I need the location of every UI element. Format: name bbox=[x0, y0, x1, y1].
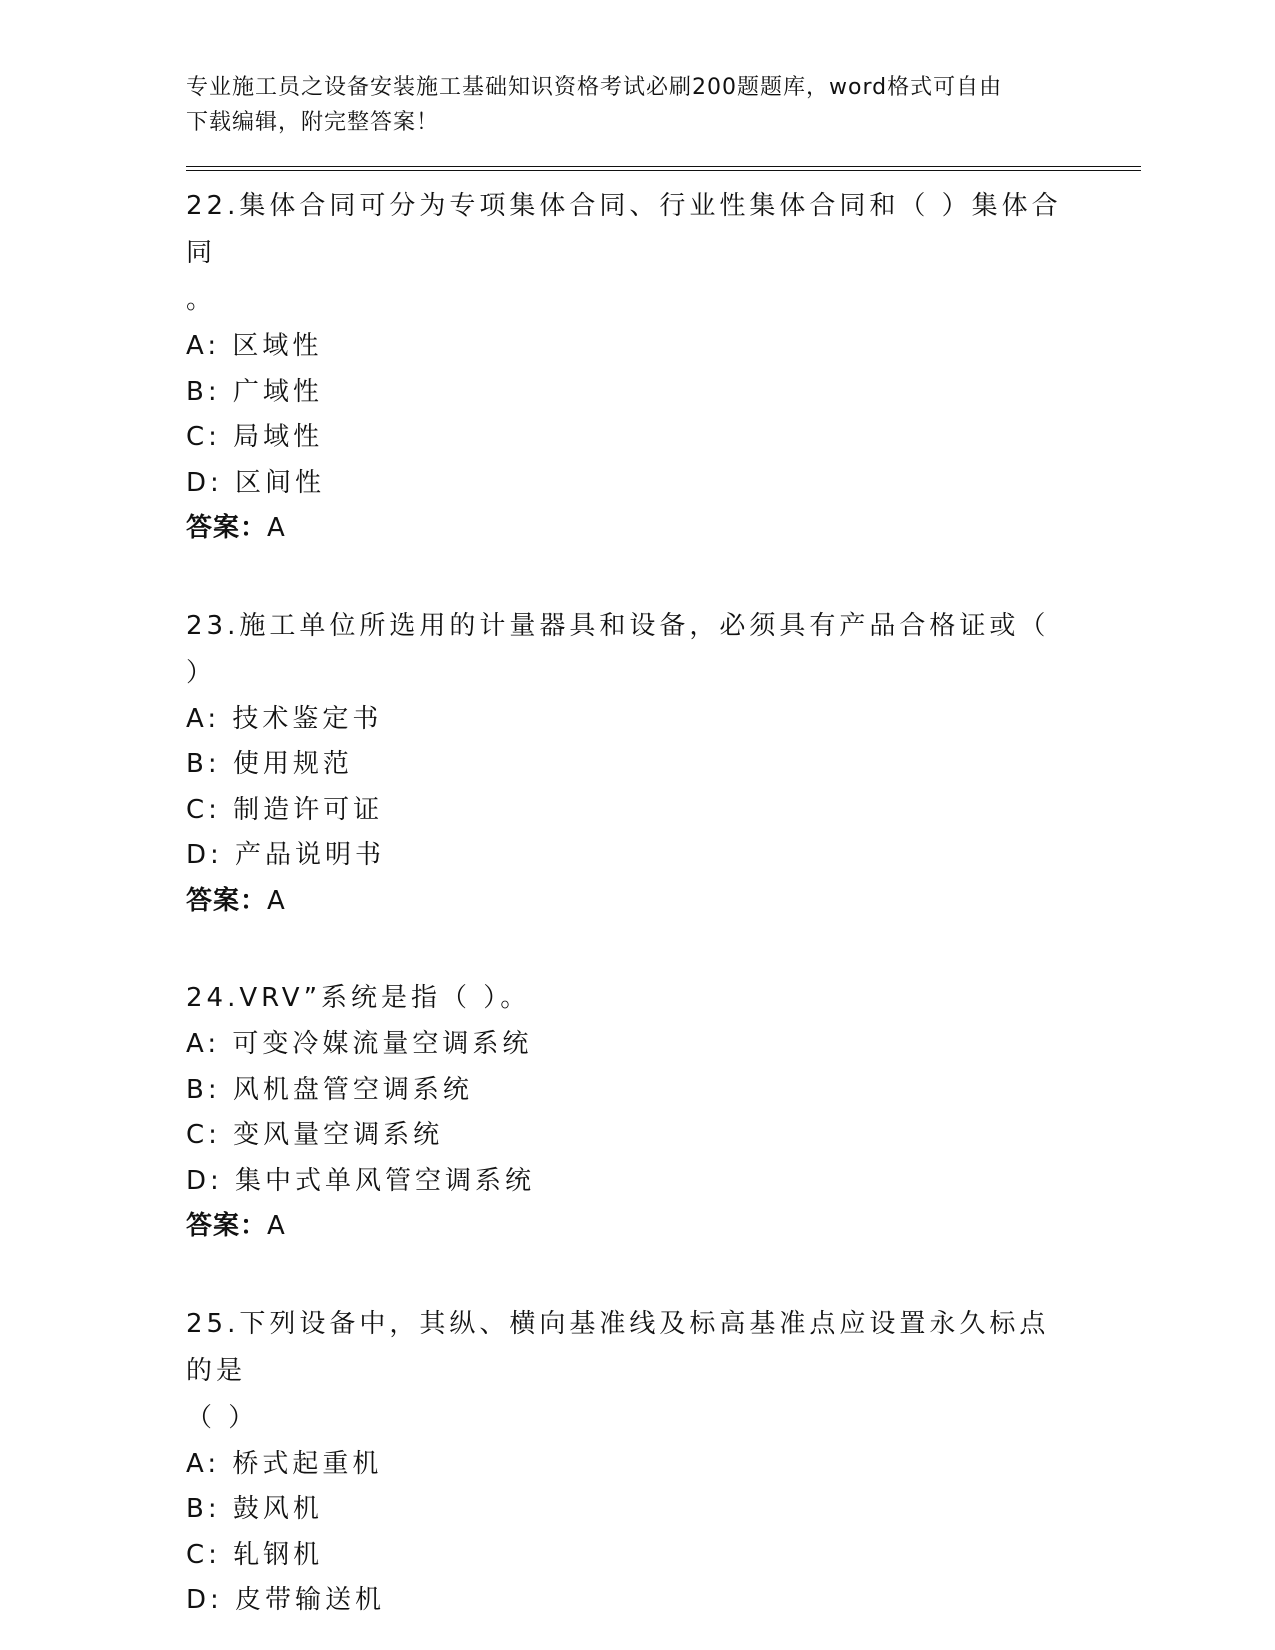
option-b: B: 鼓风机 bbox=[186, 1494, 323, 1524]
question-stem-line: 25.下列设备中，其纵、横向基准线及标高基准点应设置永久标点的是 bbox=[186, 1308, 1050, 1386]
question-stem-line: （ ） bbox=[186, 1402, 259, 1433]
answer-value: A bbox=[267, 513, 286, 543]
question-22 bbox=[186, 183, 1141, 552]
question-24 bbox=[186, 975, 1141, 1250]
option-a: A: 技术鉴定书 bbox=[186, 703, 383, 734]
option-c: C: 轧钢机 bbox=[186, 1539, 324, 1570]
option-b: B: 使用规范 bbox=[186, 749, 353, 779]
question-stem bbox=[186, 603, 1066, 697]
option-c: C: 局域性 bbox=[186, 422, 324, 452]
question-23 bbox=[186, 603, 1141, 925]
option-d: D: 皮带输送机 bbox=[186, 1585, 386, 1615]
question-stem-line: 22.集体合同可分为专项集体合同、行业性集体合同和（ ）集体合同 bbox=[186, 191, 1062, 268]
answer-label: 答案： bbox=[186, 1211, 268, 1241]
answer-label: 答案： bbox=[186, 885, 268, 916]
question-stem-line: 23.施工单位所选用的计量器具和设备，必须具有产品合格证或（ ） bbox=[186, 610, 1050, 688]
question-25 bbox=[186, 1301, 1141, 1624]
header-line-1: 专业施工员之设备安装施工基础知识资格考试必刷200题题库，word格式可自由 bbox=[186, 75, 1003, 100]
answer-line bbox=[186, 1204, 1141, 1250]
option-c: C: 变风量空调系统 bbox=[186, 1120, 444, 1150]
option-b: B: 风机盘管空调系统 bbox=[186, 1074, 473, 1105]
option-d: D: 产品说明书 bbox=[186, 840, 386, 870]
answer-value: A bbox=[267, 1211, 286, 1241]
option-c: C: 制造许可证 bbox=[186, 794, 384, 825]
option-d: D: 区间性 bbox=[186, 467, 326, 498]
header-divider bbox=[186, 166, 1141, 171]
question-stem-line: 。 bbox=[186, 285, 217, 315]
option-a: A: 区域性 bbox=[186, 331, 323, 361]
answer-line bbox=[186, 879, 1141, 925]
question-stem bbox=[186, 183, 1066, 324]
answer-value: A bbox=[267, 885, 286, 916]
option-a: A: 可变冷媒流量空调系统 bbox=[186, 1029, 533, 1059]
header-line-2: 下载编辑，附完整答案！ bbox=[186, 110, 440, 135]
document-header bbox=[186, 70, 1141, 140]
answer-line bbox=[186, 506, 1141, 552]
question-stem bbox=[186, 975, 1066, 1022]
answer-label: 答案： bbox=[186, 513, 268, 543]
option-d: D: 集中式单风管空调系统 bbox=[186, 1165, 536, 1196]
question-stem-line: 24.VRV”系统是指（ ）。 bbox=[186, 983, 531, 1013]
option-a: A: 桥式起重机 bbox=[186, 1448, 383, 1479]
question-stem bbox=[186, 1301, 1066, 1442]
option-b: B: 广域性 bbox=[186, 376, 323, 407]
document-page bbox=[186, 70, 1141, 1624]
